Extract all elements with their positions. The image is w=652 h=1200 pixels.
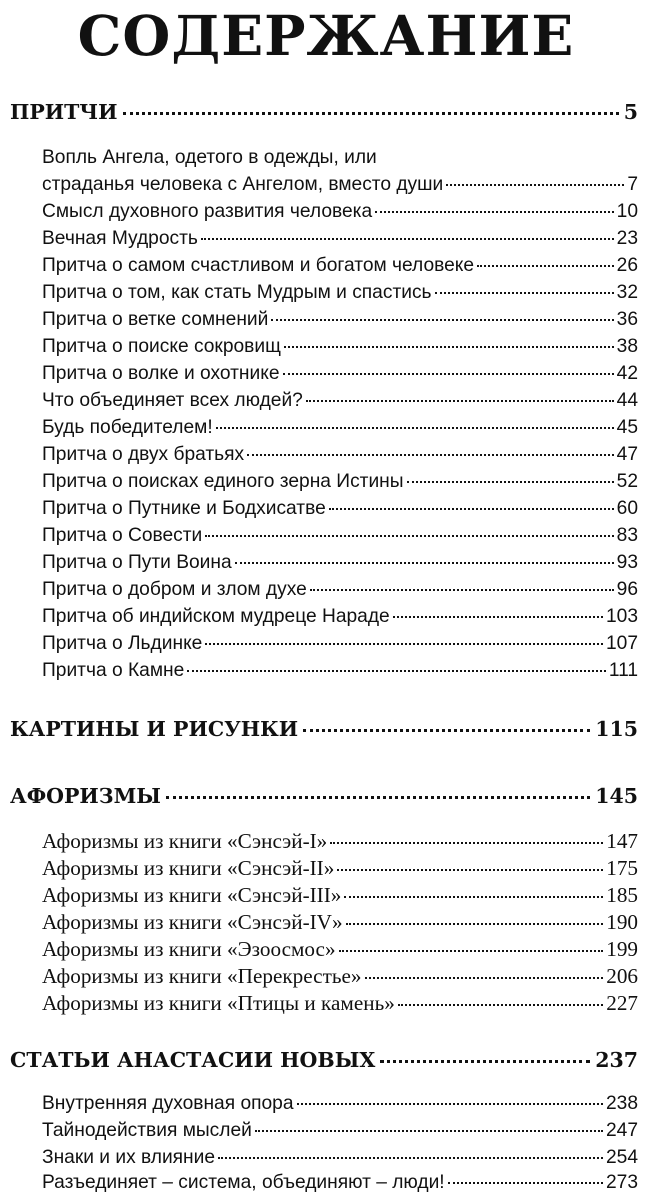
dot-leader bbox=[235, 562, 614, 564]
entry-page-number: 147 bbox=[606, 829, 638, 853]
toc-entry[interactable] bbox=[42, 255, 638, 277]
entry-title: Разъединяет – система, объединяют – люди! bbox=[42, 1172, 445, 1193]
dot-leader bbox=[407, 481, 614, 483]
section-title: АФОРИЗМЫ bbox=[10, 784, 161, 808]
toc-section-heading[interactable] bbox=[10, 100, 638, 124]
dot-leader bbox=[297, 1103, 603, 1105]
dot-leader bbox=[329, 508, 614, 510]
toc-entry[interactable] bbox=[42, 856, 638, 881]
toc-section-heading[interactable] bbox=[10, 717, 638, 741]
toc-entry[interactable] bbox=[42, 201, 638, 223]
toc-entry[interactable] bbox=[42, 363, 638, 385]
entry-title: Притча о Льдинке bbox=[42, 633, 203, 654]
section-title: ПРИТЧИ bbox=[10, 100, 118, 124]
entry-page-number: 238 bbox=[605, 1093, 638, 1114]
entry-title: Притча о Совести bbox=[42, 525, 203, 546]
entry-page-number: 23 bbox=[616, 228, 638, 249]
entry-page-number: 44 bbox=[616, 390, 638, 411]
dot-leader bbox=[205, 535, 613, 537]
toc-entry[interactable] bbox=[42, 390, 638, 412]
dot-leader bbox=[284, 346, 614, 348]
entry-page-number: 111 bbox=[608, 660, 638, 681]
toc-entry[interactable] bbox=[42, 829, 638, 854]
dot-leader bbox=[218, 1157, 603, 1159]
entry-title: Притча о Путнике и Бодхисатве bbox=[42, 498, 326, 519]
dot-leader bbox=[344, 896, 603, 898]
dot-leader bbox=[330, 842, 603, 844]
dot-leader bbox=[435, 292, 614, 294]
entry-page-number: 83 bbox=[616, 525, 638, 546]
entry-title: Смысл духовного развития человека bbox=[42, 201, 373, 222]
toc-entry[interactable] bbox=[42, 1093, 638, 1115]
toc-entry[interactable] bbox=[42, 991, 638, 1016]
toc-entry[interactable] bbox=[42, 525, 638, 547]
toc-section-heading[interactable] bbox=[10, 1048, 638, 1072]
section-title: КАРТИНЫ И РИСУНКИ bbox=[10, 717, 299, 741]
dot-leader bbox=[398, 1004, 603, 1006]
entry-page-number: 185 bbox=[606, 883, 638, 907]
toc-entry[interactable] bbox=[42, 579, 638, 601]
dot-leader bbox=[166, 796, 590, 799]
entry-title: Афоризмы из книги «Птицы и камень» bbox=[42, 991, 395, 1015]
dot-leader bbox=[255, 1130, 603, 1132]
dot-leader bbox=[365, 977, 604, 979]
toc-entry[interactable] bbox=[42, 660, 638, 682]
toc-entry[interactable] bbox=[42, 1120, 638, 1142]
toc-entry[interactable] bbox=[42, 633, 638, 655]
toc-entry[interactable] bbox=[42, 1172, 638, 1194]
dot-leader bbox=[205, 643, 603, 645]
entry-page-number: 7 bbox=[627, 174, 638, 195]
toc-section-heading[interactable] bbox=[10, 784, 638, 808]
entry-page-number: 254 bbox=[605, 1147, 638, 1168]
toc-entry[interactable] bbox=[42, 606, 638, 628]
dot-leader bbox=[247, 454, 614, 456]
entry-title: Тайнодействия мыслей bbox=[42, 1120, 252, 1141]
entry-title: Притча о добром и злом духе bbox=[42, 579, 307, 600]
entry-page-number: 36 bbox=[616, 309, 638, 330]
entry-title: Притча о волке и охотнике bbox=[42, 363, 280, 384]
dot-leader bbox=[380, 1060, 590, 1063]
section-page-number: 145 bbox=[595, 784, 638, 808]
toc-entry[interactable] bbox=[42, 228, 638, 250]
entry-title: Знаки и их влияние bbox=[42, 1147, 216, 1168]
entry-title: Притча о поиске сокровищ bbox=[42, 336, 281, 357]
dot-leader bbox=[271, 319, 613, 321]
entry-title: Вечная Мудрость bbox=[42, 228, 198, 249]
entry-page-number: 107 bbox=[605, 633, 638, 654]
entry-title: Внутренняя духовная опора bbox=[42, 1093, 294, 1114]
toc-entry[interactable] bbox=[42, 498, 638, 520]
entry-title: страданья человека с Ангелом, вместо души bbox=[42, 174, 444, 195]
dot-leader bbox=[446, 184, 624, 186]
toc-entry[interactable] bbox=[42, 309, 638, 331]
toc-entry[interactable] bbox=[42, 552, 638, 574]
entry-page-number: 103 bbox=[605, 606, 638, 627]
entry-page-number: 199 bbox=[606, 937, 638, 961]
toc-entry-label-line[interactable]: Вопль Ангела, одетого в одежды, или bbox=[42, 147, 377, 168]
entry-title: Притча о самом счастливом и богатом человеке bbox=[42, 255, 475, 276]
entry-title: Будь победителем! bbox=[42, 417, 213, 438]
entry-page-number: 190 bbox=[606, 910, 638, 934]
entry-page-number: 227 bbox=[606, 991, 638, 1015]
entry-title: Афоризмы из книги «Перекрестье» bbox=[42, 964, 362, 988]
dot-leader bbox=[187, 670, 606, 672]
section-page-number: 115 bbox=[595, 717, 638, 741]
entry-title: Притча о двух братьях bbox=[42, 444, 245, 465]
entry-title: Притча о Пути Воина bbox=[42, 552, 232, 573]
entry-page-number: 96 bbox=[616, 579, 638, 600]
entry-title: Притча о поисках единого зерна Истины bbox=[42, 471, 404, 492]
dot-leader bbox=[339, 950, 604, 952]
entry-title: Притча о том, как стать Мудрым и спастись bbox=[42, 282, 432, 303]
dot-leader bbox=[375, 211, 614, 213]
entry-page-number: 38 bbox=[616, 336, 638, 357]
toc-entry[interactable] bbox=[42, 964, 638, 989]
entry-page-number: 175 bbox=[606, 856, 638, 880]
toc-entry[interactable] bbox=[42, 883, 638, 908]
toc-entry[interactable] bbox=[42, 444, 638, 466]
section-title: СТАТЬИ АНАСТАСИИ НОВЫХ bbox=[10, 1048, 376, 1072]
entry-title: Что объединяет всех людей? bbox=[42, 390, 303, 411]
entry-title: Афоризмы из книги «Эзоосмос» bbox=[42, 937, 336, 961]
toc-entry[interactable] bbox=[42, 417, 638, 439]
entry-page-number: 26 bbox=[616, 255, 638, 276]
entry-title: Афоризмы из книги «Сэнсэй-III» bbox=[42, 883, 342, 907]
entry-title: Афоризмы из книги «Сэнсэй-IV» bbox=[42, 910, 343, 934]
entry-title: Притча о ветке сомнений bbox=[42, 309, 269, 330]
entry-page-number: 10 bbox=[616, 201, 638, 222]
dot-leader bbox=[477, 265, 614, 267]
dot-leader bbox=[306, 400, 614, 402]
dot-leader bbox=[201, 238, 614, 240]
dot-leader bbox=[303, 729, 590, 732]
entry-page-number: 42 bbox=[616, 363, 638, 384]
toc-entry[interactable] bbox=[42, 282, 638, 304]
toc-entry[interactable] bbox=[42, 471, 638, 493]
dot-leader bbox=[337, 869, 603, 871]
entry-title: Афоризмы из книги «Сэнсэй-I» bbox=[42, 829, 328, 853]
toc-entry[interactable] bbox=[42, 336, 638, 358]
toc-entry[interactable] bbox=[42, 910, 638, 935]
entry-page-number: 52 bbox=[616, 471, 638, 492]
dot-leader bbox=[346, 923, 604, 925]
dot-leader bbox=[216, 427, 614, 429]
dot-leader bbox=[448, 1182, 603, 1184]
dot-leader bbox=[283, 373, 614, 375]
toc-entry[interactable] bbox=[42, 174, 638, 196]
page-title: СОДЕРЖАНИЕ bbox=[77, 3, 575, 68]
entry-page-number: 247 bbox=[605, 1120, 638, 1141]
entry-page-number: 32 bbox=[616, 282, 638, 303]
dot-leader bbox=[123, 112, 619, 115]
entry-title: Притча об индийском мудреце Нараде bbox=[42, 606, 390, 627]
toc-entry[interactable] bbox=[42, 937, 638, 962]
toc-entry[interactable] bbox=[42, 1147, 638, 1169]
entry-page-number: 60 bbox=[616, 498, 638, 519]
entry-page-number: 206 bbox=[606, 964, 638, 988]
entry-page-number: 45 bbox=[616, 417, 638, 438]
entry-page-number: 47 bbox=[616, 444, 638, 465]
dot-leader bbox=[310, 589, 614, 591]
entry-title: Афоризмы из книги «Сэнсэй-II» bbox=[42, 856, 335, 880]
section-page-number: 5 bbox=[623, 100, 638, 124]
entry-title: Притча о Камне bbox=[42, 660, 185, 681]
section-page-number: 237 bbox=[595, 1048, 638, 1072]
entry-page-number: 273 bbox=[605, 1172, 638, 1193]
dot-leader bbox=[393, 616, 603, 618]
entry-page-number: 93 bbox=[616, 552, 638, 573]
